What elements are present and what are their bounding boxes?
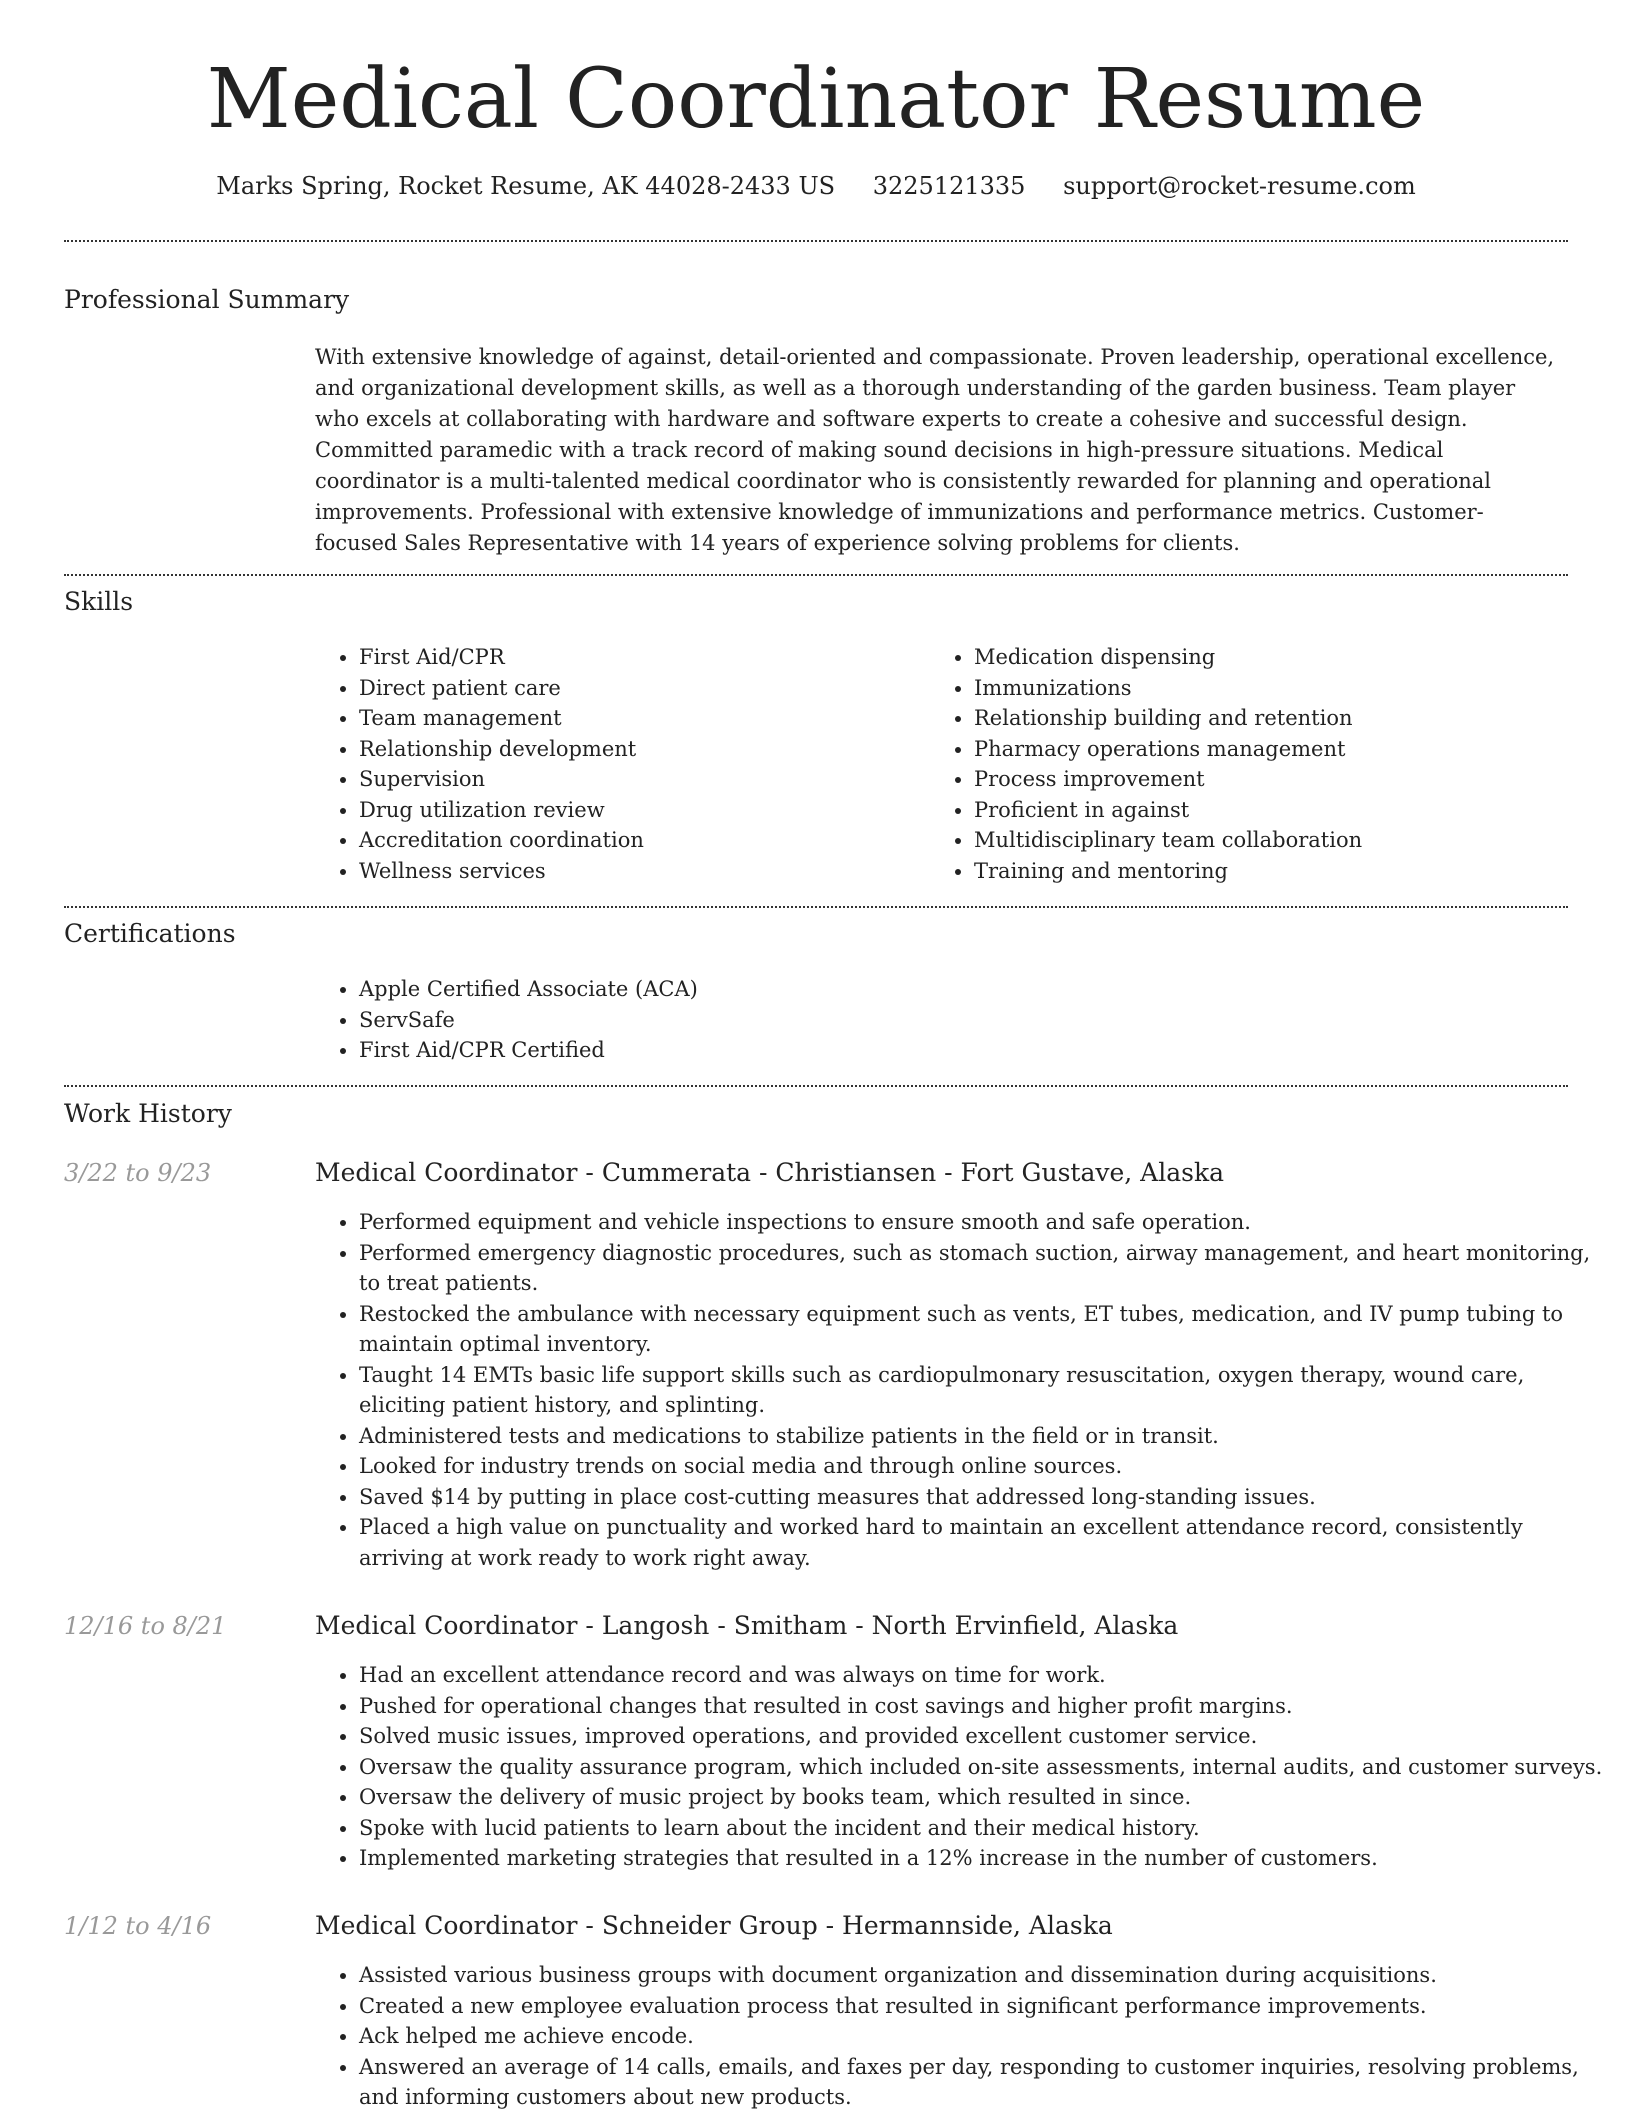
job-bullet: • Created a new employee evaluation process that resulted in significant performance improvements. — [359, 1991, 1609, 2022]
contact-phone: 3225121335 — [872, 172, 1026, 200]
job-bullet: • Taught 14 EMTs basic life support skills such as cardiopulmonary resuscitation, oxygen therapy, wound care, eliciting patient history, and splinting. — [359, 1360, 1609, 1421]
contact-address: Marks Spring, Rocket Resume, AK 44028-2433 US — [216, 172, 836, 200]
certification-item: • ServSafe — [359, 1005, 1609, 1036]
job-dates: 12/16 to 8/21 — [64, 1612, 227, 1640]
page-title: Medical Coordinator Resume — [206, 52, 1426, 147]
divider — [64, 240, 1568, 242]
skill-item: • Multidisciplinary team collaboration — [974, 825, 1604, 856]
skill-item: • Direct patient care — [359, 673, 919, 704]
job-bullet: • Restocked the ambulance with necessary equipment such as vents, ET tubes, medication, and IV pump tubing to maintain optimal inventory. — [359, 1299, 1609, 1360]
certifications-heading: Certifications — [64, 919, 236, 948]
certifications-list — [315, 974, 1609, 1066]
job-bullets — [315, 1960, 1609, 2113]
job-bullet: • Spoke with lucid patients to learn about the incident and their medical history. — [359, 1813, 1609, 1844]
job-title: Medical Coordinator - Schneider Group - Hermannside, Alaska — [315, 1911, 1113, 1940]
divider — [64, 574, 1568, 576]
job-bullet: • Had an excellent attendance record and was always on time for work. — [359, 1660, 1609, 1691]
skill-item: • Immunizations — [974, 673, 1604, 704]
skill-item: • Team management — [359, 703, 919, 734]
job-bullet: • Oversaw the delivery of music project by books team, which resulted in since. — [359, 1782, 1609, 1813]
skill-item: • Drug utilization review — [359, 795, 919, 826]
work-history-heading: Work History — [64, 1099, 232, 1128]
job-bullet: • Solved music issues, improved operations, and provided excellent customer service. — [359, 1721, 1609, 1752]
skill-item: • Relationship building and retention — [974, 703, 1604, 734]
divider — [64, 906, 1568, 908]
job-bullet: • Implemented marketing strategies that resulted in a 12% increase in the number of customers. — [359, 1843, 1609, 1874]
skill-item: • Accreditation coordination — [359, 825, 919, 856]
job-bullets — [315, 1660, 1609, 1874]
job-bullet: • Oversaw the quality assurance program, which included on-site assessments, internal audits, and customer surveys. — [359, 1752, 1609, 1783]
skill-item: • First Aid/CPR — [359, 642, 919, 673]
skill-item: • Relationship development — [359, 734, 919, 765]
job-bullet: • Performed emergency diagnostic procedures, such as stomach suction, airway management, and heart monitoring, to treat patients. — [359, 1238, 1609, 1299]
job-bullets — [315, 1207, 1609, 1573]
summary-heading: Professional Summary — [64, 285, 350, 314]
job-bullet: • Pushed for operational changes that resulted in cost savings and higher profit margins. — [359, 1691, 1609, 1722]
job-bullet: • Answered an average of 14 calls, emails, and faxes per day, responding to customer inquiries, resolving problems, and informing customers about new products. — [359, 2052, 1609, 2113]
job-bullet: • Looked for industry trends on social media and through online sources. — [359, 1451, 1609, 1482]
job-bullet: • Ack helped me achieve encode. — [359, 2021, 1609, 2052]
certification-item: • Apple Certified Associate (ACA) — [359, 974, 1609, 1005]
skill-item: • Training and mentoring — [974, 856, 1604, 887]
job-bullet: • Assisted various business groups with document organization and dissemination during acquisitions. — [359, 1960, 1609, 1991]
divider — [64, 1085, 1568, 1087]
job-bullet: • Performed equipment and vehicle inspections to ensure smooth and safe operation. — [359, 1207, 1609, 1238]
job-dates: 3/22 to 9/23 — [64, 1159, 212, 1187]
contact-line — [0, 170, 1632, 202]
skills-heading: Skills — [64, 587, 134, 616]
skill-item: • Pharmacy operations management — [974, 734, 1604, 765]
skill-item: • Proficient in against — [974, 795, 1604, 826]
job-bullet: • Saved $14 by putting in place cost-cutting measures that addressed long-standing issues. — [359, 1482, 1609, 1513]
skill-item: • Medication dispensing — [974, 642, 1604, 673]
job-title: Medical Coordinator - Cummerata - Christiansen - Fort Gustave, Alaska — [315, 1158, 1224, 1187]
job-bullet: • Administered tests and medications to stabilize patients in the field or in transit. — [359, 1421, 1609, 1452]
skills-list-right — [930, 642, 1604, 886]
job-bullet: • Placed a high value on punctuality and worked hard to maintain an excellent attendance record, consistently arriving at work ready to work right away. — [359, 1512, 1609, 1573]
skill-item: • Supervision — [359, 764, 919, 795]
skill-item: • Wellness services — [359, 856, 919, 887]
job-dates: 1/12 to 4/16 — [64, 1912, 212, 1940]
job-title: Medical Coordinator - Langosh - Smitham - North Ervinfield, Alaska — [315, 1611, 1179, 1640]
contact-email: support@rocket-resume.com — [1063, 172, 1416, 200]
skills-list-left — [315, 642, 919, 886]
summary-text: With extensive knowledge of against, detail-oriented and compassionate. Proven leadership, operational excellence, and organizational development skills, as well as a thorough understanding of the garden business. Team player who excels at collaborating with hardware and software experts to create a cohesive and successful design. Committed paramedic with a track record of making sound decisions in high-pressure situations. Medical coordinator is a multi-talented medical coordinator who is consistently rewarded for planning and operational improvements. Professional with extensive knowledge of immunizations and performance metrics. Customer-focused Sales Representative with 14 years of experience solving problems for clients. — [315, 345, 1555, 555]
skill-item: • Process improvement — [974, 764, 1604, 795]
certification-item: • First Aid/CPR Certified — [359, 1035, 1609, 1066]
